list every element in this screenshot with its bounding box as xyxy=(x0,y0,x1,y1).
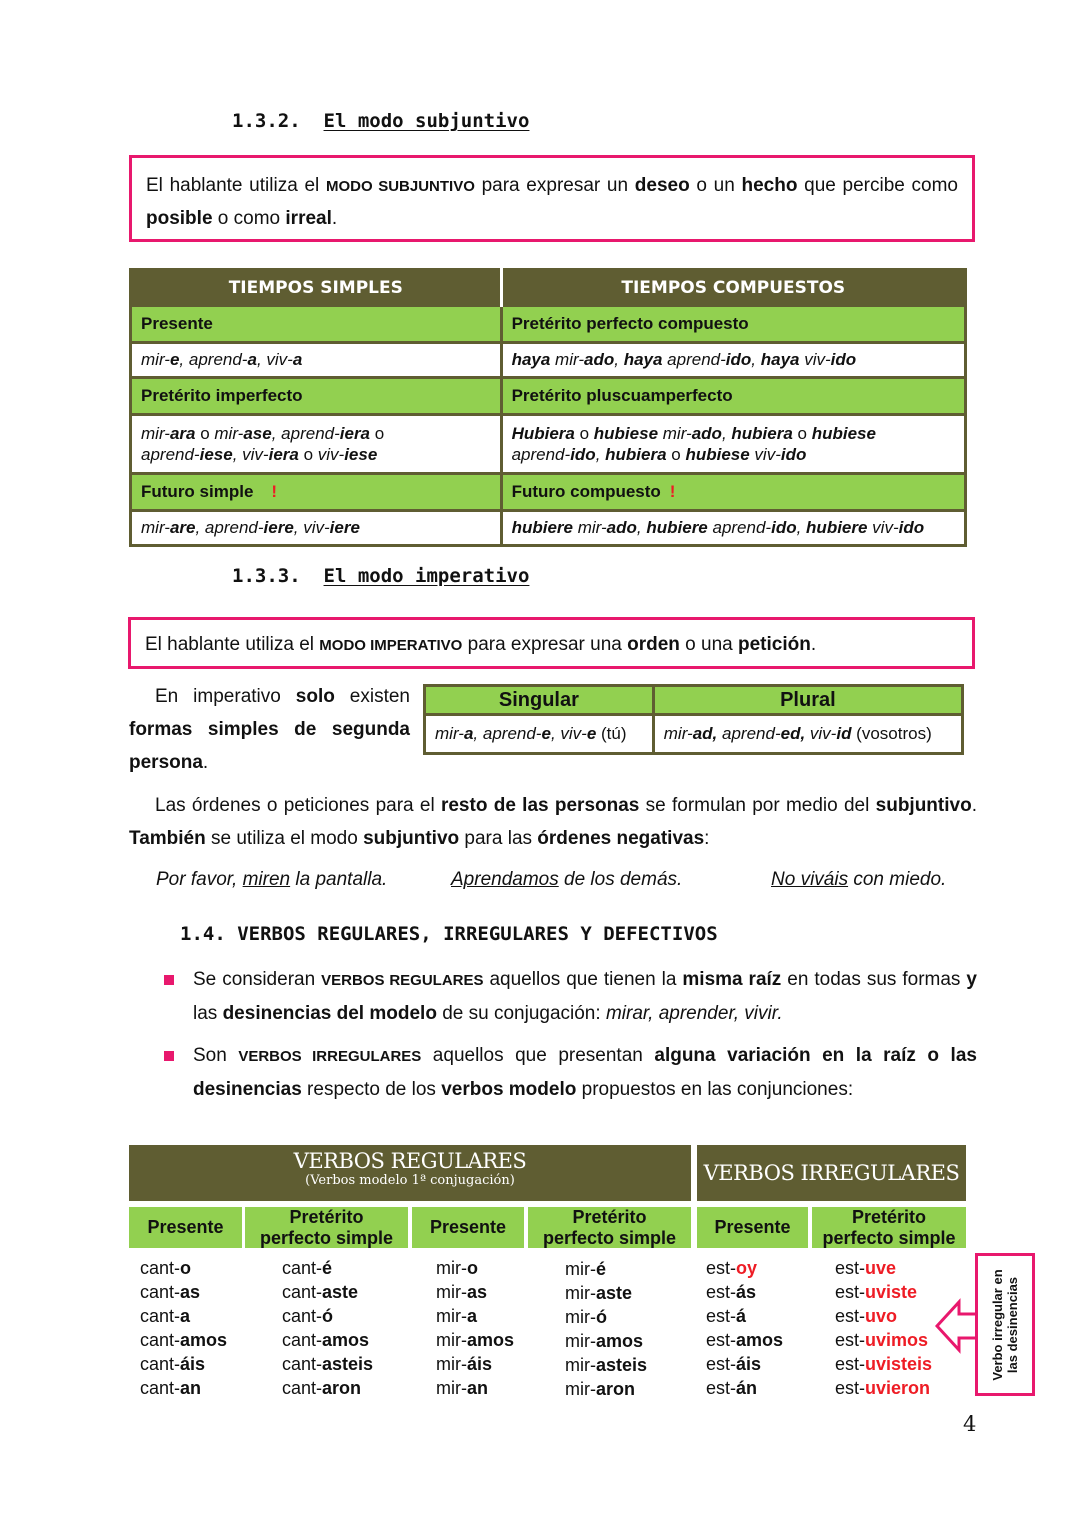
imperative-table xyxy=(423,684,964,755)
tense-label: Pretérito pluscuamperfecto xyxy=(501,378,965,415)
verb-form: cant-aste xyxy=(282,1282,359,1302)
section-heading-1-3-3 xyxy=(232,565,529,587)
tense-label: Futuro compuesto ! xyxy=(501,474,965,511)
tense-label: Pretérito perfecto compuesto xyxy=(501,306,965,343)
callout-text: las desinencias xyxy=(1005,1276,1020,1373)
verb-form: mir-amos xyxy=(565,1331,644,1351)
verb-column-estar-presente xyxy=(706,1256,783,1400)
verb-form: est-á xyxy=(706,1306,747,1326)
verb-form: est-áis xyxy=(706,1354,762,1374)
verb-column-estar-preterito xyxy=(835,1256,932,1400)
section-number: 1.3.2. xyxy=(232,110,301,132)
verb-column-cantar-presente xyxy=(140,1256,227,1400)
verb-form: cant-asteis xyxy=(282,1354,374,1374)
verb-form: cant-an xyxy=(140,1378,202,1398)
irregular-verbs-header: VERBOS IRREGULARES xyxy=(697,1145,966,1201)
regular-verbs-bullet: Se consideran VERBOS REGULARES aquellos que tienen la misma raíz en todas sus formas y las desinencias del modelo de su conjugación: mirar, aprender, vivir. xyxy=(193,969,977,1024)
bullet-square-icon xyxy=(164,975,174,985)
bullet-square-icon xyxy=(164,1051,174,1061)
example-sentence: Aprendamos de los demás. xyxy=(451,869,683,890)
verb-form: mir-asteis xyxy=(565,1355,648,1375)
tense-label: Pretérito imperfecto xyxy=(131,378,502,415)
verb-form: cant-amos xyxy=(282,1330,370,1350)
verb-form: mir-amos xyxy=(436,1330,515,1350)
verb-column-mirar-preterito xyxy=(565,1257,647,1401)
verb-form: mir-áis xyxy=(436,1354,493,1374)
column-header: Presente xyxy=(412,1207,524,1248)
header-simple-tenses: TIEMPOS SIMPLES xyxy=(131,270,502,306)
example-sentence: Por favor, miren la pantalla. xyxy=(156,869,388,890)
section-title: El modo imperativo xyxy=(323,565,530,587)
section-title: El modo subjuntivo xyxy=(323,110,530,132)
page-number: 4 xyxy=(963,1412,977,1436)
section-heading-1-3-2 xyxy=(232,110,529,132)
verb-form: mir-a xyxy=(436,1306,477,1326)
column-header: Presente xyxy=(697,1207,808,1248)
imperative-definition-box: El hablante utiliza el MODO IMPERATIVO para expresar una orden o una petición. xyxy=(128,617,975,669)
callout-text: Verbo irregular en xyxy=(990,1268,1005,1381)
header-singular: Singular xyxy=(425,686,654,715)
conjugation-cell: Hubiera o hubiese mir-ado, hubiera o hubiese aprend-ido, hubiera o hubiese viv-ido xyxy=(501,415,965,474)
verb-form: mir-aste xyxy=(565,1283,633,1303)
conjugation-cell: mir-are, aprend-iere, viv-iere xyxy=(131,511,502,546)
verb-form: cant-aron xyxy=(282,1378,362,1398)
verb-form: mir-aron xyxy=(565,1379,635,1399)
subjunctive-definition-box: El hablante utiliza el MODO SUBJUNTIVO para expresar un deseo o un hecho que percibe como posible o como irreal. xyxy=(129,155,975,242)
verb-form: est-amos xyxy=(706,1330,784,1350)
verb-form: cant-as xyxy=(140,1282,201,1302)
conjugation-cell: mir-a, aprend-e, viv-e (tú) xyxy=(425,715,654,754)
verb-form: cant-a xyxy=(140,1306,191,1326)
conjugation-cell: mir-ad, aprend-ed, viv-id (vosotros) xyxy=(653,715,962,754)
tense-label: Futuro simple ! xyxy=(131,474,502,511)
irregular-verbs-bullet: Son VERBOS IRREGULARES aquellos que presentan alguna variación en la raíz o las desinencias respecto de los verbos modelo propuestos en las conjunciones: xyxy=(193,1045,977,1100)
irregular-callout-box xyxy=(975,1253,1035,1396)
verb-form: mir-ó xyxy=(565,1307,607,1327)
warning-icon: ! xyxy=(271,482,278,501)
verb-column-mirar-presente xyxy=(436,1256,514,1400)
column-header: Pretérito perfecto simple xyxy=(528,1207,691,1248)
orders-paragraph: Las órdenes o peticiones para el resto de las personas se formulan por medio del subjuntivo. También se utiliza el modo subjuntivo para las órdenes negativas: xyxy=(129,795,977,849)
verb-form: mir-an xyxy=(436,1378,488,1398)
verb-form: est-ás xyxy=(706,1282,757,1302)
column-header: Pretérito perfecto simple xyxy=(812,1207,966,1248)
verb-form: cant-é xyxy=(282,1258,333,1278)
verb-form: est-uvisteis xyxy=(835,1354,933,1374)
verb-form: mir-as xyxy=(436,1282,488,1302)
example-sentence: No viváis con miedo. xyxy=(771,869,947,890)
column-header: Presente xyxy=(129,1207,242,1248)
verb-form: mir-é xyxy=(565,1259,606,1279)
verb-form: est-uve xyxy=(835,1258,897,1278)
verb-form: est-uvimos xyxy=(835,1330,929,1350)
section-heading-1-4: 1.4. VERBOS REGULARES, IRREGULARES Y DEFECTIVOS xyxy=(180,923,718,945)
imperative-forms-paragraph: En imperativo solo existen formas simples de segunda persona. xyxy=(129,686,410,773)
header-compound-tenses: TIEMPOS COMPUESTOS xyxy=(501,270,965,306)
verb-form: cant-áis xyxy=(140,1354,206,1374)
conjugation-cell: hubiere mir-ado, hubiere aprend-ido, hubiere viv-ido xyxy=(501,511,965,546)
regular-verbs-header: VERBOS REGULARES (Verbos modelo 1ª conjugación) xyxy=(129,1145,691,1201)
verb-form: est-án xyxy=(706,1378,758,1398)
warning-icon: ! xyxy=(669,482,676,501)
verb-form: est-uvieron xyxy=(835,1378,931,1398)
verb-form: cant-o xyxy=(140,1258,192,1278)
column-header: Pretérito perfecto simple xyxy=(245,1207,408,1248)
verb-form: est-uvo xyxy=(835,1306,898,1326)
verb-form: cant-amos xyxy=(140,1330,228,1350)
section-number: 1.3.3. xyxy=(232,565,301,587)
verb-form: cant-ó xyxy=(282,1306,334,1326)
conjugation-cell: mir-ara o mir-ase, aprend-iera o aprend-iese, viv-iera o viv-iese xyxy=(131,415,502,474)
verb-form: est-uviste xyxy=(835,1282,918,1302)
header-plural: Plural xyxy=(653,686,962,715)
verb-column-cantar-preterito xyxy=(282,1256,373,1400)
conjugation-cell: haya mir-ado, haya aprend-ido, haya viv-ido xyxy=(501,343,965,378)
conjugation-cell: mir-e, aprend-a, viv-a xyxy=(131,343,502,378)
verb-form: est-oy xyxy=(706,1258,758,1278)
subjunctive-tenses-table xyxy=(129,268,967,547)
verb-form: mir-o xyxy=(436,1258,478,1278)
tense-label: Presente xyxy=(131,306,502,343)
